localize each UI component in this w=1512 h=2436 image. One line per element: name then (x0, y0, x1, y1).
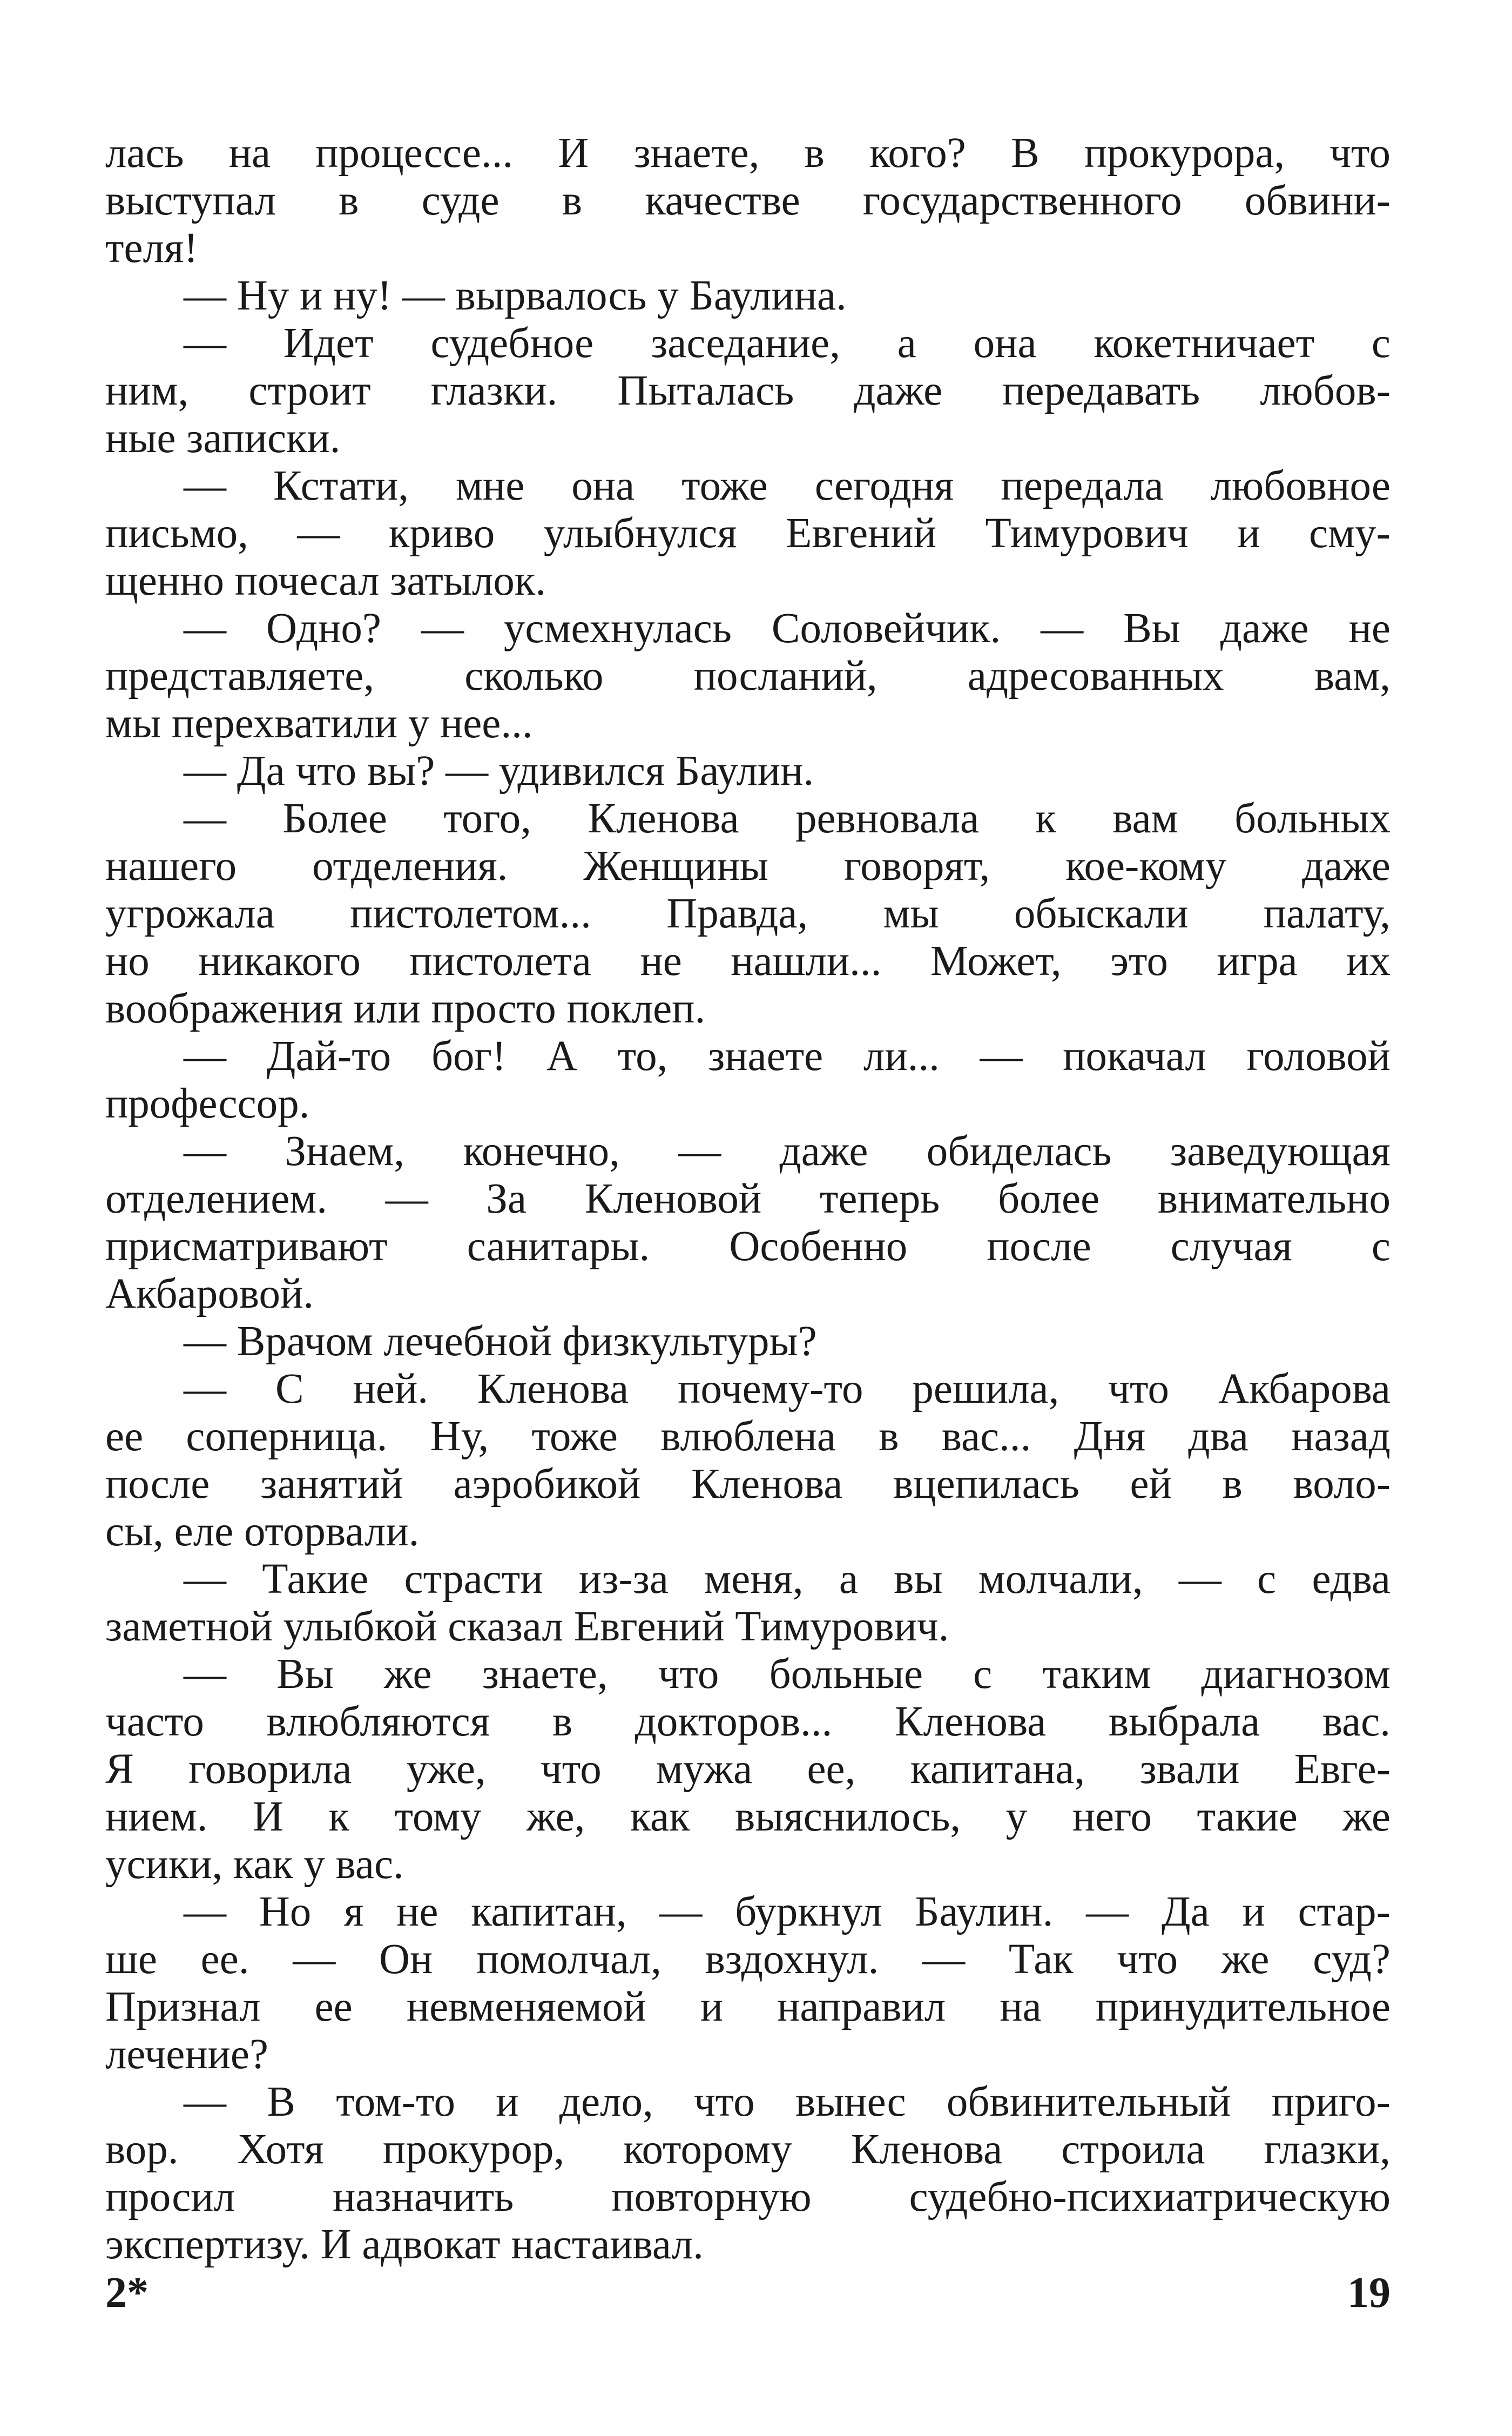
page-number: 19 (1347, 2269, 1390, 2317)
text-line: ним, строит глазки. Пыталась даже передавать любов- (105, 367, 1390, 414)
text-line: ше ее. — Он помолчал, вздохнул. — Так что же суд? (105, 1936, 1390, 1983)
text-line: — Ну и ну! — вырвалось у Баулина. (184, 272, 847, 319)
text-line: представляете, сколько посланий, адресованных вам, (105, 652, 1390, 699)
text-line: Признал ее невменяемой и направил на принудительное (105, 1983, 1390, 2030)
text-line: письмо, — криво улыбнулся Евгений Тимурович и сму- (105, 510, 1390, 557)
text-line: после занятий аэробикой Кленова вцепилась ей в воло- (105, 1461, 1390, 1508)
text-line: — С ней. Кленова почему-то решила, что Акбарова (184, 1365, 1390, 1412)
text-line: угрожала пистолетом... Правда, мы обыскали палату, (105, 890, 1390, 937)
text-line: сы, еле оторвали. (105, 1508, 420, 1555)
text-line: профессор. (105, 1080, 310, 1127)
text-line: — Кстати, мне она тоже сегодня передала любовное (184, 462, 1390, 509)
text-line: — Более того, Кленова ревновала к вам больных (184, 795, 1390, 842)
text-line: экспертизу. И адвокат настаивал. (105, 2221, 704, 2268)
text-line: ее соперница. Ну, тоже влюблена в вас... Дня два назад (105, 1413, 1390, 1460)
text-line: заметной улыбкой сказал Евгений Тимурович. (105, 1603, 949, 1650)
text-line: лась на процессе... И знаете, в кого? В прокурора, что (105, 130, 1390, 177)
text-line: просил назначить повторную судебно-психиатрическую (105, 2173, 1390, 2220)
text-line: нием. И к тому же, как выяснилось, у него такие же (105, 1793, 1390, 1840)
text-line: мы перехватили у нее... (105, 700, 533, 747)
text-line: — Врачом лечебной физкультуры? (184, 1318, 817, 1365)
text-line: часто влюбляются в докторов... Кленова выбрала вас. (105, 1698, 1390, 1745)
text-line: — Вы же знаете, что больные с таким диагнозом (184, 1651, 1390, 1698)
text-line: вор. Хотя прокурор, которому Кленова строила глазки, (105, 2126, 1390, 2173)
text-line: воображения или просто поклеп. (105, 985, 706, 1032)
text-line: выступал в суде в качестве государственного обвини- (105, 177, 1390, 224)
text-line: отделением. — За Кленовой теперь более внимательно (105, 1175, 1390, 1222)
text-line: — В том-то и дело, что вынес обвинительный приго- (184, 2078, 1390, 2125)
text-line: нашего отделения. Женщины говорят, кое-кому даже (105, 843, 1390, 890)
text-line: — Дай-то бог! А то, знаете ли... — покачал головой (184, 1033, 1390, 1080)
body-text (105, 130, 1390, 2269)
text-line: присматривают санитары. Особенно после случая с (105, 1223, 1390, 1270)
text-line: щенно почесал затылок. (105, 557, 546, 604)
text-line: усики, как у вас. (105, 1841, 404, 1888)
signature-mark: 2* (105, 2269, 148, 2317)
text-line: ные записки. (105, 415, 341, 462)
text-line: — Но я не капитан, — буркнул Баулин. — Да и стар- (184, 1888, 1390, 1935)
text-line: — Одно? — усмехнулась Соловейчик. — Вы даже не (184, 605, 1390, 652)
text-line: — Знаем, конечно, — даже обиделась заведующая (184, 1128, 1390, 1175)
text-line: лечение? (105, 2031, 268, 2078)
text-line: — Такие страсти из-за меня, а вы молчали, — с едва (184, 1556, 1390, 1603)
text-line: теля! (105, 225, 198, 272)
text-line: Акбаровой. (105, 1270, 314, 1317)
text-line: — Идет судебное заседание, а она кокетничает с (184, 320, 1390, 367)
text-line: — Да что вы? — удивился Баулин. (184, 748, 814, 795)
text-line: Я говорила уже, что мужа ее, капитана, звали Евге- (105, 1746, 1390, 1793)
text-line: но никакого пистолета не нашли... Может, это игра их (105, 938, 1390, 985)
page-footer (105, 2266, 1390, 2320)
